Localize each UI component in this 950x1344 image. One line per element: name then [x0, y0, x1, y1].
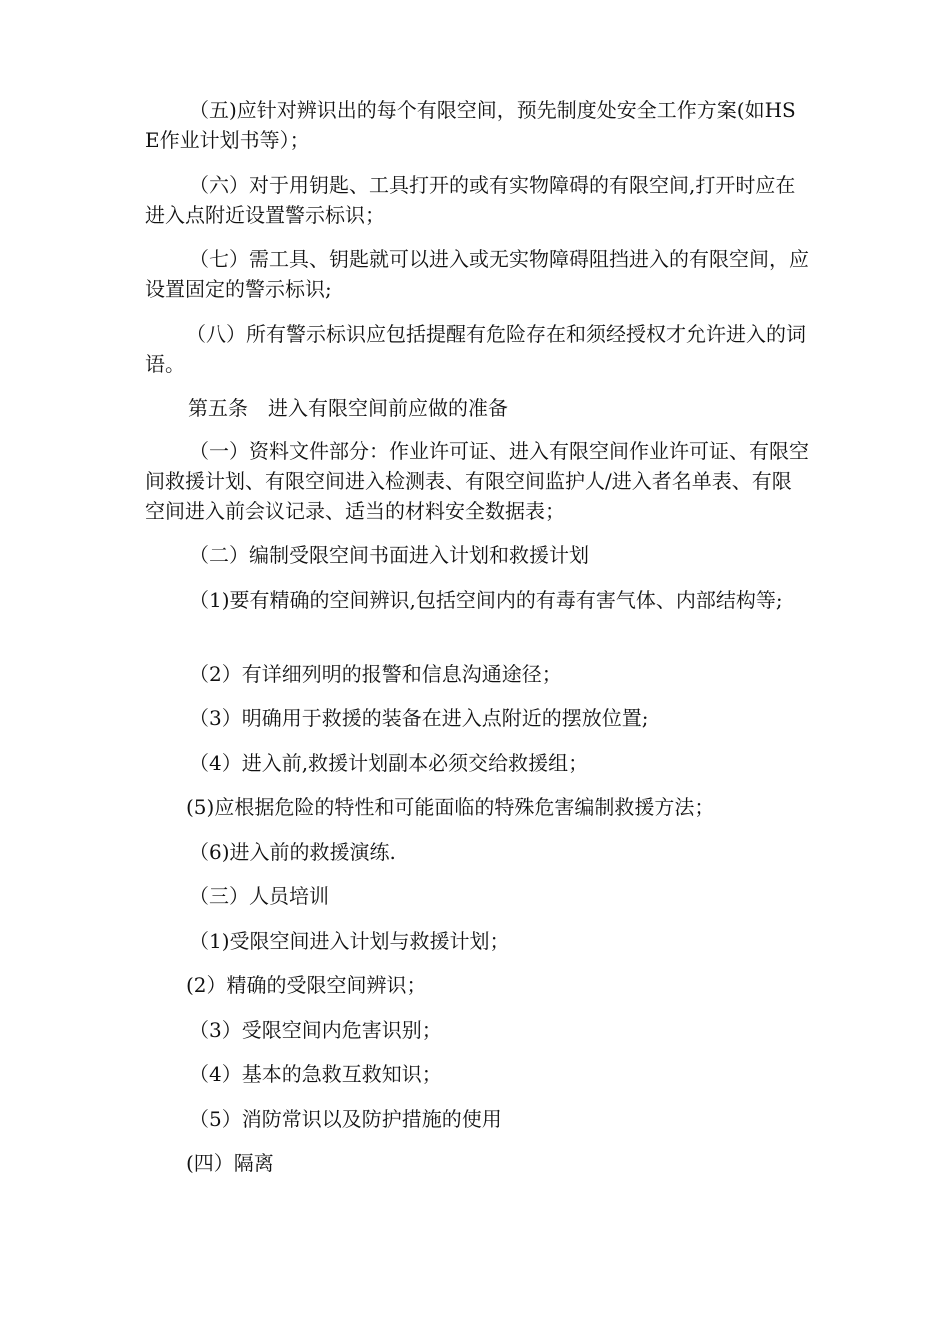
paragraph-4-isolation: (四）隔离 [186, 1151, 274, 1175]
list-item-rescue-plan-copy: （4）进入前,救援计划副本必须交给救援组； [189, 751, 589, 775]
paragraph-1-documents: （一）资料文件部分：作业许可证、进入有限空间作业许可证、有限空间救援计划、有限空间进入检测表、有限空间监护人/进入者名单表、有限空间进入前会议记录、适当的材料安全数据表； [145, 439, 809, 523]
paragraph-7-fixed-warning-signs: （七）需工具、钥匙就可以进入或无实物障碍阻挡进入的有限空间，应设置固定的警示标识; [145, 247, 809, 301]
list-item-rescue-method: (5)应根据危险的特性和可能面临的特殊危害编制救援方法； [186, 795, 715, 819]
list-item-rescue-equipment: （3）明确用于救援的装备在进入点附近的摆放位置; [189, 706, 649, 730]
paragraph-2-plans: （二）编制受限空间书面进入计划和救援计划 [189, 543, 589, 567]
paragraph-6-warning-signs-key: （六）对于用钥匙、工具打开的或有实物障碍的有限空间,打开时应在进入点附近设置警示标识； [145, 173, 796, 227]
paragraph-8-warning-wording: （八）所有警示标识应包括提醒有危险存在和须经授权才允许进入的词语。 [145, 322, 806, 376]
list-item-training-plans: （1)受限空间进入计划与救援计划； [189, 929, 510, 953]
list-item-fire-safety: （5）消防常识以及防护措施的使用 [189, 1107, 502, 1131]
list-item-training-identification: (2）精确的受限空间辨识； [186, 973, 427, 997]
list-item-first-aid: （4）基本的急救互救知识； [189, 1062, 442, 1086]
article-5-heading: 第五条 进入有限空间前应做的准备 [188, 396, 508, 420]
list-item-alarm-communication: （2）有详细列明的报警和信息沟通途径； [189, 662, 562, 686]
list-item-hazard-identification: （3）受限空间内危害识别； [189, 1018, 442, 1042]
paragraph-3-training: （三）人员培训 [189, 884, 329, 908]
paragraph-5-work-plan: （五)应针对辨识出的每个有限空间，预先制度处安全工作方案(如HSE作业计划书等）； [145, 98, 796, 152]
list-item-space-identification: （1)要有精确的空间辨识,包括空间内的有毒有害气体、内部结构等; [189, 588, 783, 612]
list-item-rescue-drill: （6)进入前的救援演练. [189, 840, 396, 864]
